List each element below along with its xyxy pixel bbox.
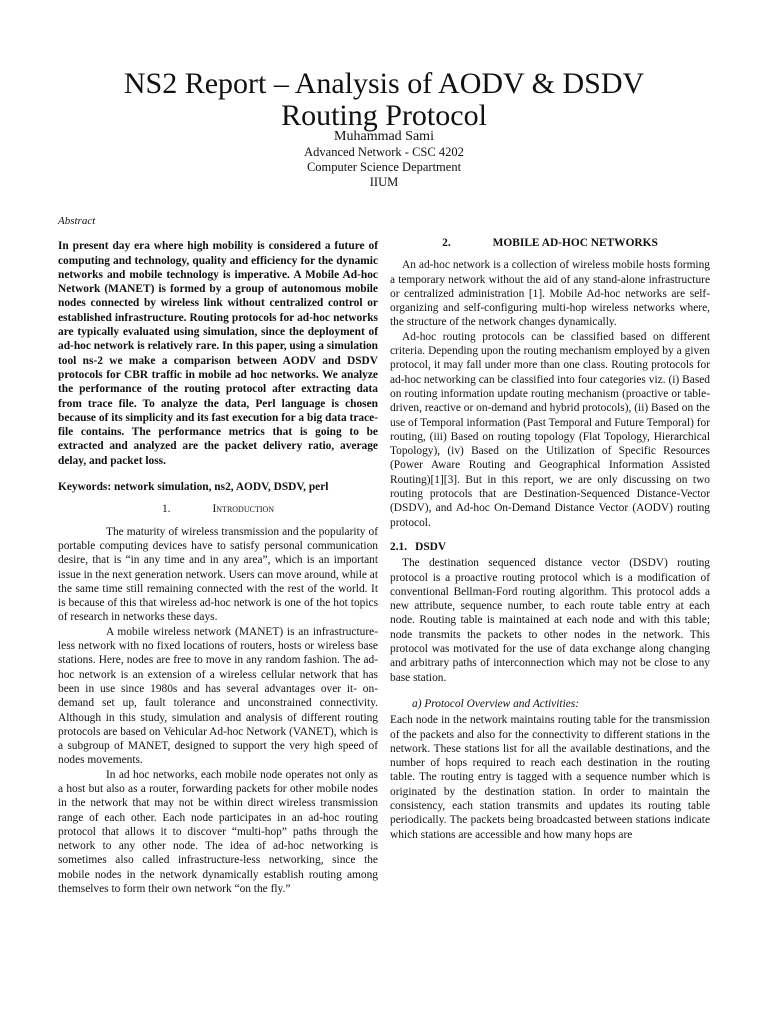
- abstract-heading: Abstract: [58, 215, 96, 227]
- title-line-1: NS2 Report – Analysis of AODV & DSDV: [123, 67, 645, 100]
- manet-paragraph-2: Ad-hoc routing protocols can be classified based on different criteria. Depending upon the routing mechanism employed by a given protocol, it may fall under more than one class. Routing protocols for ad-hoc networking can be classified into four categories viz. (i) Based on routing information update routing mechanism (proactive or table-driven, reactive or on-demand and hybrid protocols), (ii) Based on the use of Temporal information (Past Temporal and Future Temporal) for routing, (iii) Based on routing topology (Flat Topology, Hierarchical Topology), (iv) Based on the Utilization of Specific Resources (Power Aware Routing and Geographical Information Assisted Routing)[1][3]. But in this report, we are only discussing on two routing protocols that are Destination-Sequenced Distance-Vector (DSDV), and Ad-hoc On-Demand Distance Vector (AODV) routing protocol.: [390, 330, 710, 529]
- abstract-text: In present day era where high mobility is considered a future of computing and technology, quality and efficiency for the dynamic networks and mobile technology is imperative. A Mobile Ad-hoc Network (MANET) is formed by a group of autonomous mobile nodes connected by wireless link without centralized control or established infrastructure. Routing protocols for ad-hoc networks are typically evaluated using simulation, since the deployment of ad-hoc network is relatively rare. In this paper, using a simulation tool ns-2 we make a comparison between AODV and DSDV protocols for CBR traffic in mobile ad hoc networks. We analyze the performance of the routing protocol after extracting data from trace file. To analyze the data, Perl language is chosen because of its simplicity and its fast execution for a big data trace-file contains. The performance metrics that is going to be extracted and analyzed are the packet delivery ratio, average delay, and packet loss.: [58, 240, 379, 467]
- author-block: [0, 128, 768, 190]
- manet-paragraph-1: An ad-hoc network is a collection of wireless mobile hosts forming a temporary network without the aid of any stand-alone infrastructure or centralized administration [1]. Mobile Ad-hoc networks are self-organizing and self-configuring multi-hop wireless networks where, the structure of the network changes dynamically.: [390, 259, 710, 329]
- subsection-2-1-title: DSDV: [415, 540, 447, 553]
- section-2-number: 2.: [442, 237, 451, 249]
- intro-paragraph-3: In ad hoc networks, each mobile node operates not only as a host but also as a router, forwarding packets for other mobile nodes in the network that may not be within direct wireless transmission range of each other. Each node participates in an ad-hoc routing protocol that allows it to discover “multi-hop” paths through the network to any other node. The idea of ad-hoc networking is sometimes also called infrastructure-less networking, since the mobile nodes in the network dynamically establish routing among themselves to form their own network “on the fly.”: [58, 768, 378, 896]
- subsection-2-1-heading: [390, 540, 710, 554]
- author-course: Advanced Network - CSC 4202: [304, 145, 464, 159]
- section-2-title: MOBILE AD-HOC NETWORKS: [492, 237, 658, 249]
- dsdv-paragraph: The destination sequenced distance vector (DSDV) routing protocol is a proactive routing protocol which is a modification of conventional Bellman-Ford routing algorithm. This protocol adds a new attribute, sequence number, to each route table entry at each node. Routing table is maintained at each node and with this table; node transmits the packets to other nodes in the network. This protocol was motivated for the use of data exchange along changing and arbitrary paths of interconnection which may not be close to any base station.: [390, 557, 710, 684]
- title-line-2: Routing Protocol: [281, 99, 487, 132]
- author-name: Muhammad Sami: [334, 129, 434, 144]
- left-column: [58, 214, 378, 896]
- protocol-overview-heading: a) Protocol Overview and Activities:: [412, 697, 580, 710]
- section-2-heading: [390, 236, 710, 250]
- keywords: Keywords: network simulation, ns2, AODV, DSDV, perl: [58, 481, 329, 494]
- author-university: IIUM: [369, 175, 399, 189]
- paper-title: [0, 68, 768, 132]
- author-department: Computer Science Department: [306, 160, 462, 174]
- intro-paragraph-2: A mobile wireless network (MANET) is an infrastructure-less network with no fixed locations of routers, hosts or wireless base stations. Here, nodes are free to move in any random fashion. The ad-hoc network is an extension of a wireless cellular network that has been in use since 1980s and has several advantages over it- on-demand set up, fault tolerance and unconstrained connectivity. Although in this study, simulation and analysis of different routing protocols are based on Vehicular Ad-hoc Network (VANET), which is a subgroup of MANET, designed to support the very high speed of nodes movements.: [58, 625, 378, 767]
- right-column: [390, 214, 710, 842]
- protocol-overview-paragraph: Each node in the network maintains routing table for the transmission of the packets and also for the connectivity to different stations in the network. These stations list for all the available destinations, and the number of hops required to reach each destination in the routing table. The routing entry is tagged with a sequence number which is originated by the destination station. In order to maintain the consistency, each station transmits and updates its routing table periodically. The packets being broadcasted between stations indicate which stations are accessible and how many hops are: [390, 714, 710, 841]
- section-1-title: Introduction: [212, 503, 275, 516]
- subsection-2-1-number: 2.1.: [390, 540, 408, 553]
- section-1-heading: [58, 502, 378, 516]
- section-1-number: 1.: [161, 503, 171, 516]
- intro-paragraph-1: The maturity of wireless transmission and the popularity of portable computing devices have to satisfy personal communication desire, that is “in any time and in any area”, which is an important issue in the next generation network. Users can move around, while at the same time still remaining connected with the rest of the world. It is because of this that wireless ad-hoc network is one of the hot topics of research in networks these days.: [58, 525, 378, 624]
